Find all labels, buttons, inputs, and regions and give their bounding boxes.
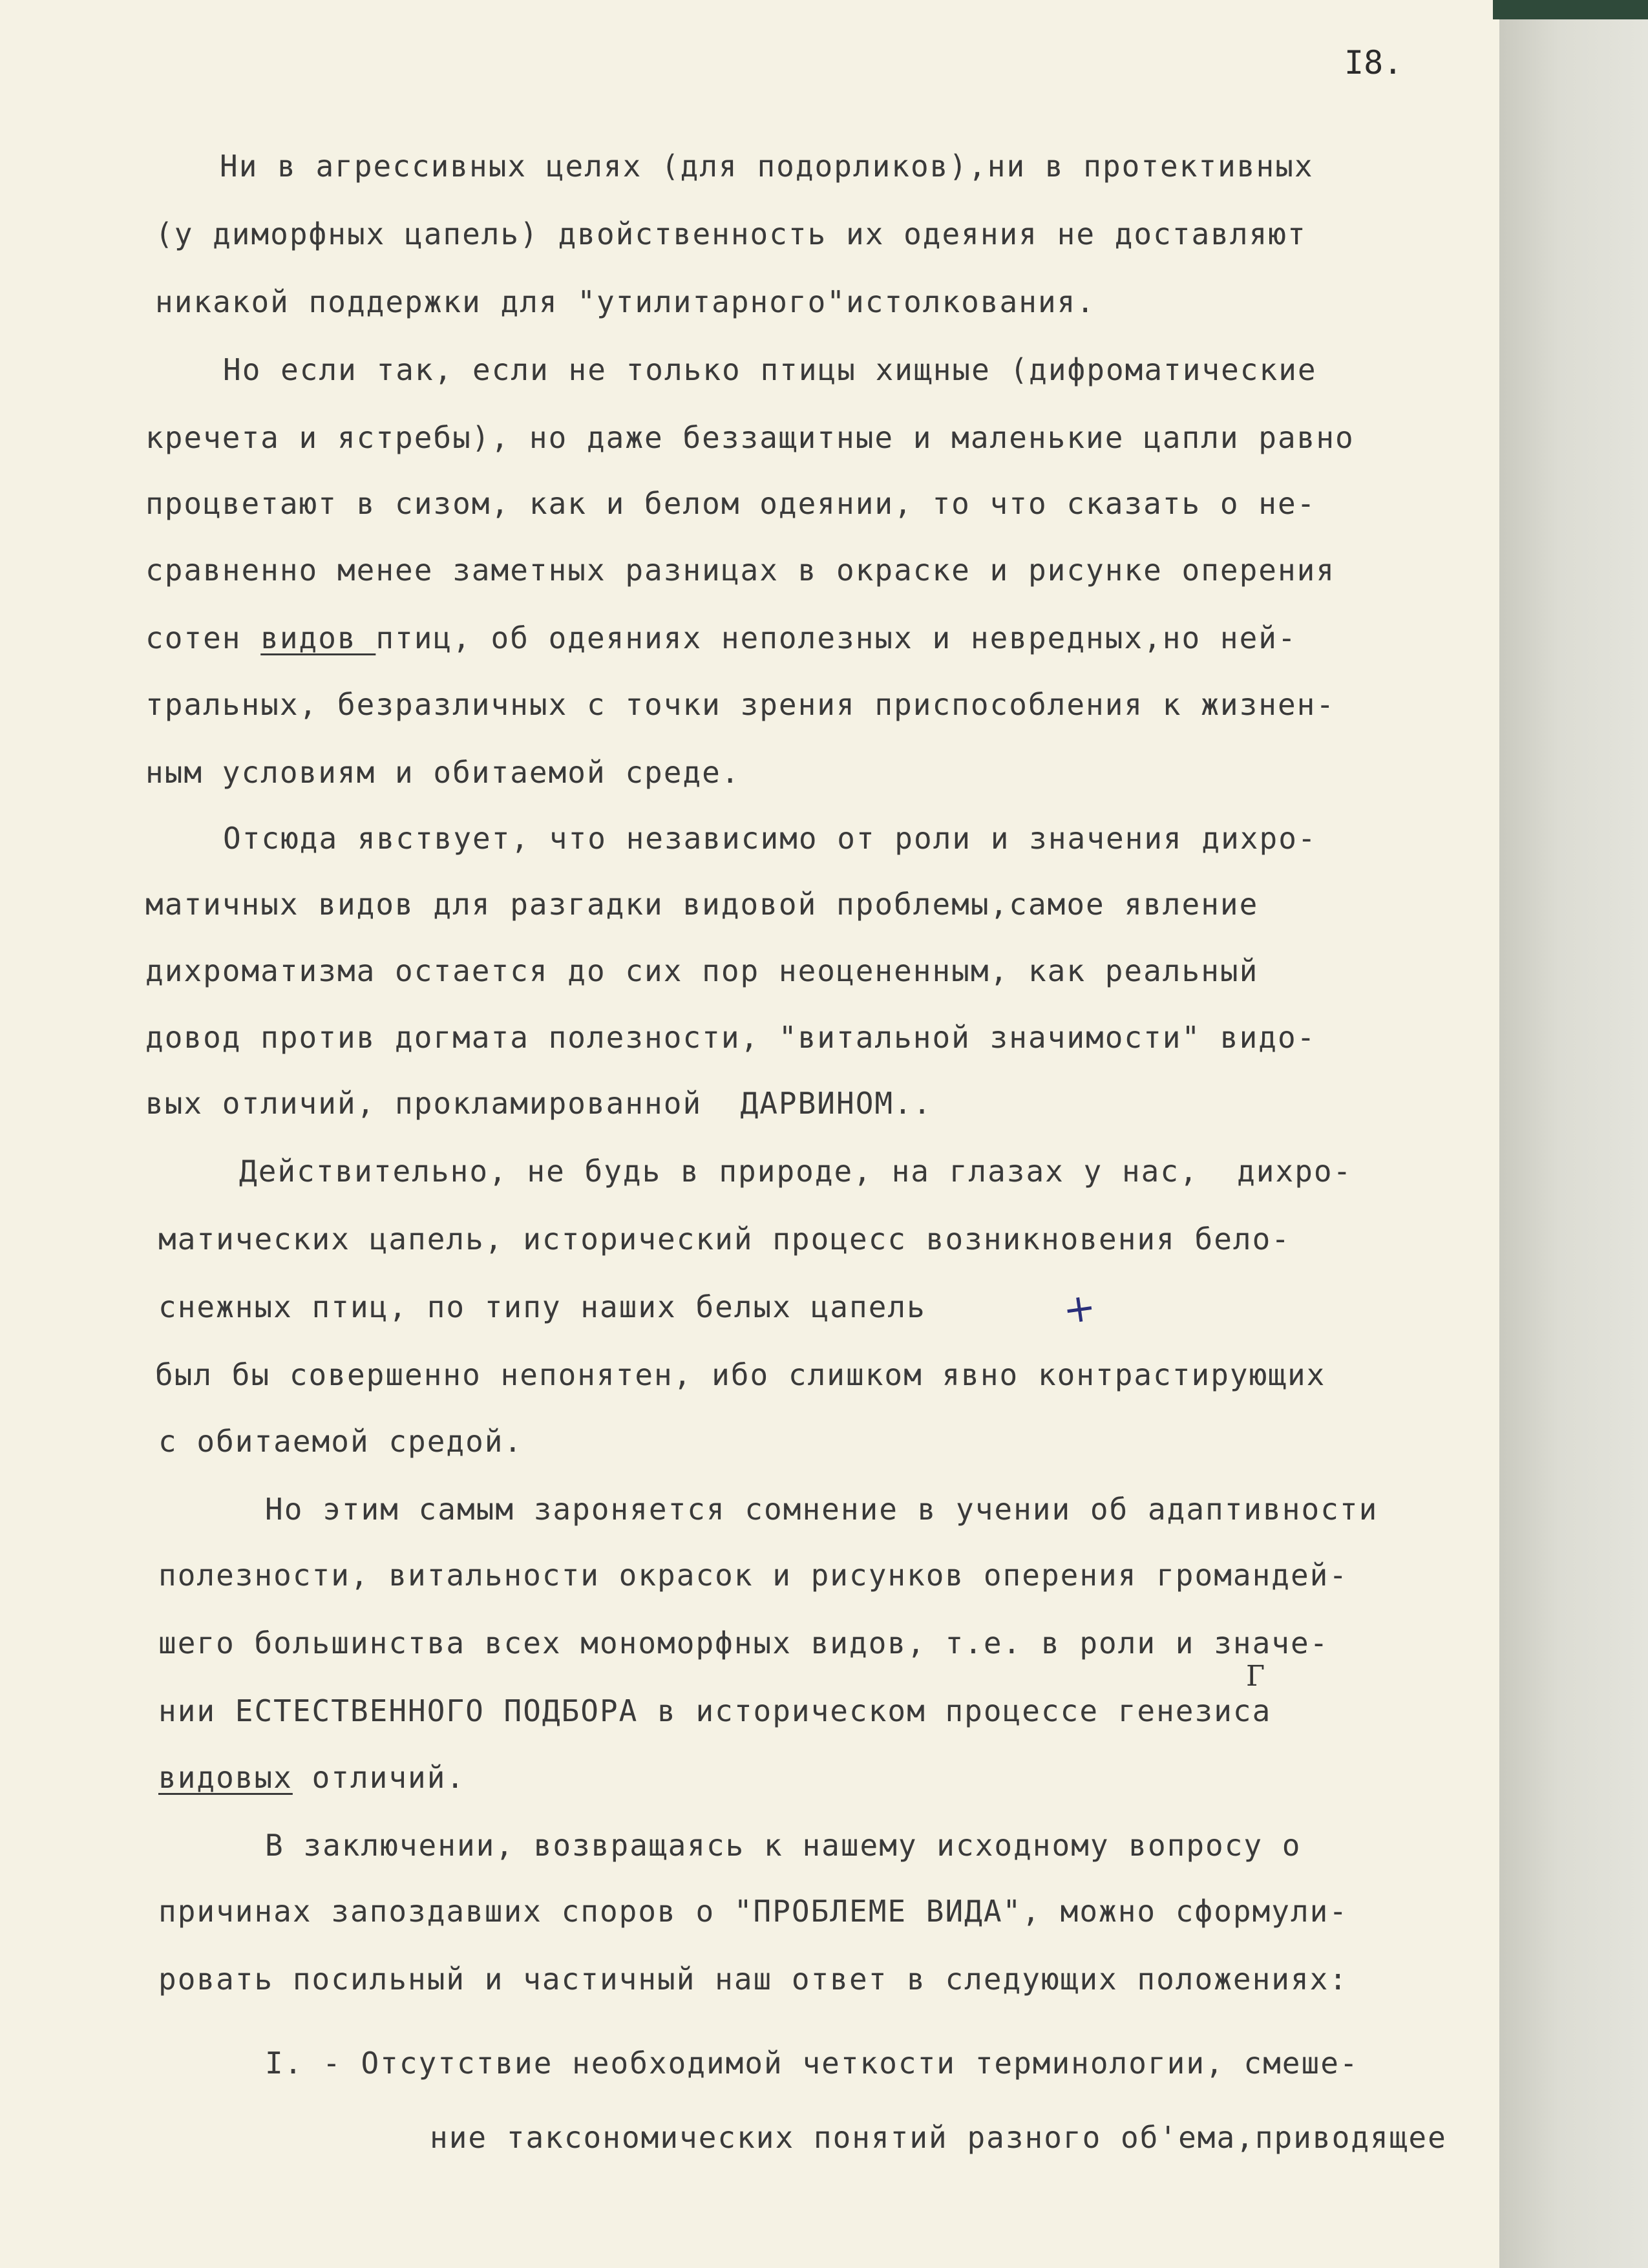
underlined-word: видовых [158, 1760, 293, 1795]
text-line [158, 1626, 1329, 1660]
text-segment: шего большинства всех мономорфных видов, т.е. в роли и значе- [158, 1626, 1329, 1660]
text-line [145, 687, 1335, 722]
text-line [145, 887, 1258, 922]
text-line [158, 1558, 1348, 1593]
text-segment: дихроматизма остается до сих пор неоцененным, как реальный [145, 953, 1259, 988]
text-line [223, 352, 1317, 387]
text-line [145, 620, 1297, 655]
text-segment: с обитаемой средой. [158, 1424, 523, 1459]
text-line [145, 755, 741, 790]
text-segment: матичных видов для разгадки видовой проблемы,самое явление [145, 887, 1259, 922]
text-line [223, 821, 1317, 856]
text-line [158, 1289, 926, 1324]
text-line [158, 1894, 1348, 1929]
underlined-word: видов [260, 620, 376, 655]
text-line [145, 486, 1316, 521]
text-segment: ным условиям и обитаемой среде. [145, 755, 741, 790]
text-segment: процветают в сизом, как и белом одеянии, то что сказать о не- [145, 486, 1316, 521]
text-segment: был бы совершенно непонятен, ибо слишком явно контрастирующих [155, 1357, 1326, 1392]
text-segment: причинах запоздавших споров о "ПРОБЛЕМЕ ВИДА", можно сформули- [158, 1894, 1349, 1929]
text-line [158, 1222, 1291, 1256]
text-segment: (у диморфных цапель) двойственность их одеяния не доставляют [155, 217, 1307, 251]
text-segment: полезности, витальности окрасок и рисунков оперения громандей- [158, 1558, 1349, 1593]
text-line [239, 1154, 1352, 1189]
text-line [145, 1086, 932, 1121]
text-line [265, 1828, 1302, 1863]
text-segment: матических цапель, исторический процесс возникновения бело- [158, 1222, 1291, 1256]
text-segment: довод против догмата полезности, "витальной значимости" видо- [145, 1020, 1316, 1055]
text-line [430, 2120, 1447, 2155]
text-line [145, 953, 1258, 988]
text-line [145, 420, 1355, 455]
handwritten-correction: Г [1246, 1660, 1265, 1693]
text-line [155, 217, 1307, 251]
text-line [145, 553, 1335, 588]
text-line [158, 1760, 465, 1795]
text-segment: снежных птиц, по типу наших белых цапель [158, 1289, 926, 1324]
text-segment: Но если так, если не только птицы хищные (дифроматические [223, 352, 1317, 387]
text-line [155, 284, 1095, 319]
background-edge [1499, 0, 1648, 2268]
text-line [265, 1492, 1378, 1527]
text-segment: сравненно менее заметных разницах в окраске и рисунке оперения [145, 553, 1336, 588]
text-segment: тральных, безразличных с точки зрения приспособления к жизнен- [145, 687, 1336, 722]
text-segment: отличий. [292, 1760, 466, 1795]
text-line [265, 2046, 1359, 2081]
text-line [220, 149, 1314, 184]
text-line [158, 1962, 1348, 1997]
text-segment: кречета и ястребы), но даже беззащитные и маленькие цапли равно [145, 420, 1355, 455]
handwritten-mark: + [1060, 1284, 1099, 1334]
text-segment: вых отличий, прокламированной ДАРВИНОМ.. [145, 1086, 933, 1121]
page-number: I8. [1344, 44, 1403, 81]
text-segment: птиц, об одеяниях неполезных и невредных,но ней- [375, 620, 1297, 655]
text-segment: Отсюда явствует, что независимо от роли и значения дихро- [223, 821, 1317, 856]
text-segment: никакой поддержки для "утилитарного"истолкования. [155, 284, 1096, 319]
text-line [155, 1357, 1326, 1392]
background-strip [1493, 0, 1648, 19]
text-segment: Ни в агрессивных целях (для подорликов),ни в протективных [220, 149, 1314, 184]
text-segment: Действительно, не будь в природе, на глазах у нас, дихро- [239, 1154, 1353, 1189]
text-line [158, 1424, 523, 1459]
text-segment: ровать посильный и частичный наш ответ в следующих положениях: [158, 1962, 1349, 1997]
text-segment: ние таксономических понятий разного об'ема,приводящее [430, 2120, 1447, 2155]
text-segment: В заключении, возвращаясь к нашему исходному вопросу о [265, 1828, 1302, 1863]
text-segment: нии ЕСТЕСТВЕННОГО ПОДБОРА в историческом процессе генезиса [158, 1693, 1272, 1728]
text-segment: Но этим самым зароняется сомнение в учении об адаптивности [265, 1492, 1379, 1527]
text-segment: I. - Отсутствие необходимой четкости терминологии, смеше- [265, 2046, 1359, 2081]
text-segment: сотен [145, 620, 261, 655]
text-line [145, 1020, 1316, 1055]
text-line [158, 1693, 1271, 1728]
